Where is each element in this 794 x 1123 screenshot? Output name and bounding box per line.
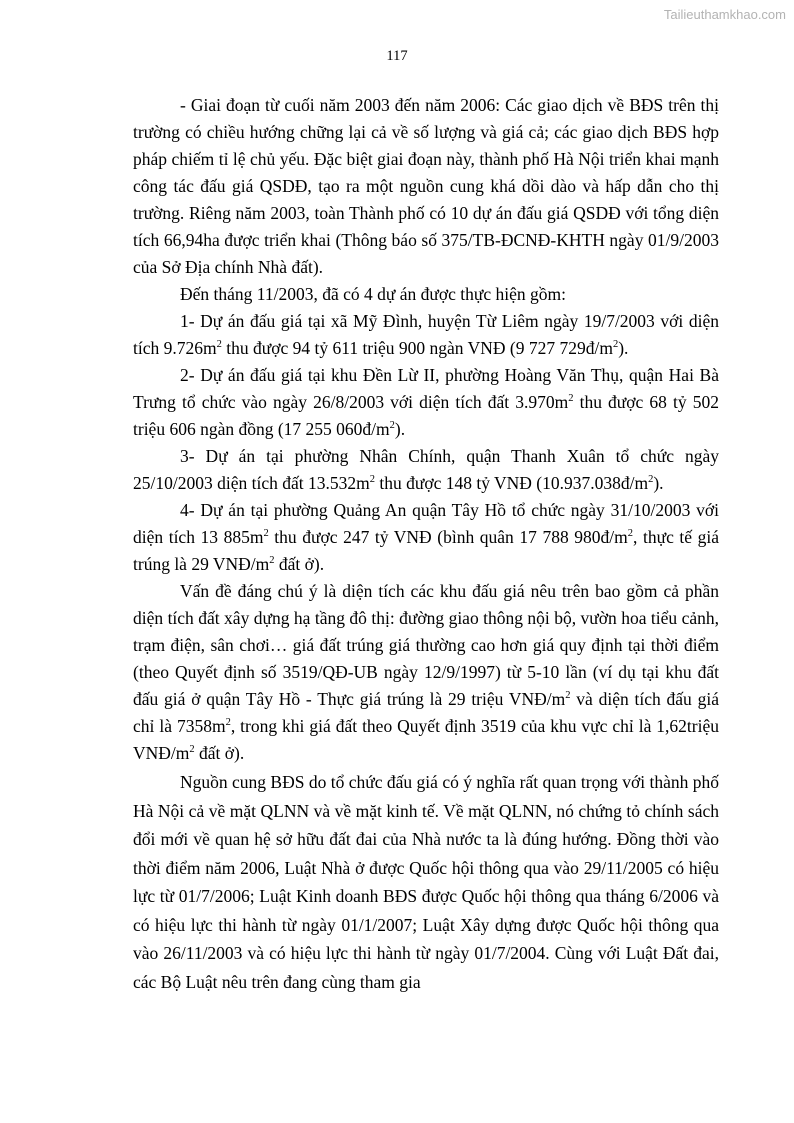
paragraph-notable-issue: Vấn đề đáng chú ý là diện tích các khu đấu giá nêu trên bao gồm cả phần diện tích đất xây dựng hạ tầng đô thị: đường giao thông nội bộ, vườn hoa tiểu cảnh, trạm điện, sân chơi… giá đất trúng giá thường cao hơn giá quy định tại thời điểm (theo Quyết định số 3519/QĐ-UB ngày 12/9/1997) từ 5-10 lần (ví dụ tại khu đất đấu giá ở quận Tây Hồ - Thực giá trúng là 29 triệu VNĐ/$m^2$ và diện tích đấu giá chỉ là $7358m^2$, trong khi giá đất theo Quyết định 3519 của khu vực chỉ là 1,62triệu VNĐ/$m^2$ đất ở). (133, 581, 720, 763)
watermark: Tailieuthamkhao.com (663, 7, 786, 22)
superscript: 2 (648, 474, 654, 486)
superscript: 2 (389, 420, 395, 432)
paragraph-project-3: 3- Dự án tại phường Nhân Chính, quận Thanh Xuân tổ chức ngày 25/10/2003 diện tích đất $13.532m^2$ thu được 148 tỷ VNĐ $(10.937.038đ/m^2)$. (133, 446, 719, 493)
paragraph-period-2003-2006: - Giai đoạn từ cuối năm 2003 đến năm 2006: Các giao dịch về BĐS trên thị trường có chiều hướng chững lại cả về số lượng và giá cả; các giao dịch BĐS hợp pháp chiếm tỉ lệ chủ yếu. Đặc biệt giai đoạn này, thành phố Hà Nội triển khai mạnh công tác đấu giá QSDĐ, tạo ra một nguồn cung khá dồi dào và hấp dẫn cho thị trường. Riêng năm 2003, toàn Thành phố có 10 dự án đấu giá QSDĐ với tổng diện tích 66,94ha được triển khai (Thông báo số 375/TB-ĐCNĐ-KHTH ngày 01/9/2003 của Sở Địa chính Nhà đất). (133, 95, 719, 277)
page-number: 117 (386, 48, 408, 64)
superscript: 2 (612, 339, 619, 351)
paragraph-supply-significance: Nguồn cung BĐS do tổ chức đấu giá có ý nghĩa rất quan trọng với thành phố Hà Nội cả về mặt QLNN và về mặt kinh tế. Về mặt QLNN, nó chứng tỏ chính sách đổi mới về quan hệ sở hữu đất đai của Nhà nước ta là đúng hướng. Đồng thời vào thời điểm năm 2006, Luật Nhà ở được Quốc hội thông qua vào 29/11/2005 có hiệu lực từ 01/7/2006; Luật Kinh doanh BĐS được Quốc hội thông qua tháng 6/2006 và có hiệu lực thi hành từ ngày 01/1/2007; Luật Xây dựng được Quốc hội thông qua vào 26/11/2003 và có hiệu lực thi hành từ ngày 01/7/2004. Cùng với Luật Đất đai, các Bộ Luật nêu trên đang cùng tham gia (133, 772, 719, 992)
superscript: 2 (568, 393, 574, 405)
superscript: 2 (189, 744, 195, 756)
paragraph-projects-intro: Đến tháng 11/2003, đã có 4 dự án được thực hiện gồm: (180, 284, 567, 304)
paragraph-project-4: 4- Dự án tại phường Quảng An quận Tây Hồ tổ chức ngày 31/10/2003 với diện tích 13 $885m^2$ thu được 247 tỷ VNĐ (bình quân 17 788 $980đ/m^2$, thực tế giá trúng là 29 VNĐ/$m^2$ đất ở). (133, 500, 719, 574)
superscript: 2 (216, 339, 222, 351)
superscript: 2 (627, 528, 634, 540)
superscript: 2 (225, 717, 231, 729)
superscript: 2 (269, 555, 275, 567)
superscript: 2 (263, 528, 269, 540)
paragraph-project-1: 1- Dự án đấu giá tại xã Mỹ Đình, huyện Từ Liêm ngày 19/7/2003 với diện tích $9.726m^2$ thu được 94 tỷ 611 triệu 900 ngàn VNĐ (9 727 $729đ/m^2$). (133, 311, 719, 358)
paragraph-project-2: 2- Dự án đấu giá tại khu Đền Lừ II, phường Hoàng Văn Thụ, quận Hai Bà Trưng tổ chức vào ngày 26/8/2003 với diện tích đất $3.970m^2$ thu được 68 tỷ 502 triệu 606 ngàn đồng (17 255 $060đ/m^2$). (133, 365, 719, 439)
document-body (133, 92, 719, 996)
superscript: 2 (369, 474, 375, 486)
superscript: 2 (565, 690, 571, 702)
